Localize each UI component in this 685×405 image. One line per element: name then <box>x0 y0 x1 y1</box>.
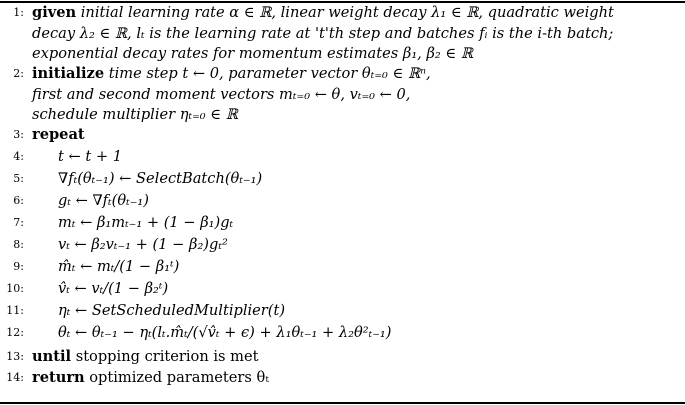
algo-line-12 <box>0 323 685 347</box>
algo-line-1-cont-a <box>0 24 685 44</box>
initialize-text-cont: schedule multiplier ηₜ₌₀ ∈ ℝ <box>32 106 238 123</box>
statement-gradient: gₜ ← ∇fₜ(θₜ₋₁) <box>58 192 149 209</box>
statement-schedule-multiplier: ηₜ ← SetScheduledMultiplier(t) <box>58 302 286 319</box>
algo-line-13 <box>0 347 685 368</box>
initialize-text: time step t ← 0, parameter vector θₜ₌₀ ∈ ℝⁿ, <box>104 65 431 82</box>
algo-line-2 <box>0 64 685 85</box>
line-number: 5: <box>13 172 24 185</box>
algo-line-11 <box>0 301 685 323</box>
algo-line-3 <box>0 125 685 147</box>
line-number: 8: <box>13 238 24 251</box>
line-number: 14: <box>6 371 24 384</box>
algo-line-2-cont-a <box>0 85 685 105</box>
keyword-given: given <box>32 4 77 21</box>
line-number: 12: <box>6 326 24 339</box>
line-number: 6: <box>13 194 24 207</box>
line-number: 11: <box>6 304 24 317</box>
statement-bias-correct-m: m̂ₜ ← mₜ/(1 − β₁ᵗ) <box>58 258 180 275</box>
bottom-rule <box>0 402 685 404</box>
algo-line-10 <box>0 279 685 301</box>
given-text: initial learning rate α ∈ ℝ, linear weight decay λ₁ ∈ ℝ, quadratic weight <box>76 4 614 21</box>
line-number: 10: <box>6 282 24 295</box>
line-number: 13: <box>6 350 24 363</box>
statement-parameter-update: θₜ ← θₜ₋₁ − ηₜ(lₜ.m̂ₜ/(√v̂ₜ + ϵ) + λ₁θₜ₋₁ + λ₂θ²ₜ₋₁) <box>58 324 392 341</box>
algo-line-8 <box>0 235 685 257</box>
algo-line-2-cont-b <box>0 105 685 125</box>
keyword-until: until <box>32 348 72 365</box>
line-number: 3: <box>13 128 24 141</box>
until-text: stopping criterion is met <box>71 348 259 365</box>
algo-line-7 <box>0 213 685 235</box>
given-text-cont: exponential decay rates for momentum estimates β₁, β₂ ∈ ℝ <box>32 45 473 62</box>
statement-first-moment: mₜ ← β₁mₜ₋₁ + (1 − β₁)gₜ <box>58 214 234 231</box>
line-number: 2: <box>13 67 24 80</box>
line-number: 7: <box>13 216 24 229</box>
algo-line-14 <box>0 368 685 389</box>
statement-increment-t: t ← t + 1 <box>58 148 123 165</box>
algo-line-1 <box>0 3 685 24</box>
line-number: 9: <box>13 260 24 273</box>
initialize-text-cont: first and second moment vectors mₜ₌₀ ← θ, vₜ₌₀ ← 0, <box>32 86 411 103</box>
algo-line-9 <box>0 257 685 279</box>
algorithm-block <box>0 3 685 389</box>
keyword-initialize: initialize <box>32 65 105 82</box>
line-number: 4: <box>13 150 24 163</box>
line-number: 1: <box>13 6 24 19</box>
return-text: optimized parameters θₜ <box>84 369 269 386</box>
algo-line-1-cont-b <box>0 44 685 64</box>
keyword-return: return <box>32 369 85 386</box>
statement-bias-correct-v: v̂ₜ ← vₜ/(1 − β₂ᵗ) <box>58 280 169 297</box>
algo-line-5 <box>0 169 685 191</box>
statement-select-batch: ∇fₜ(θₜ₋₁) ← SelectBatch(θₜ₋₁) <box>58 170 263 187</box>
statement-second-moment: vₜ ← β₂vₜ₋₁ + (1 − β₂)gₜ² <box>58 236 228 253</box>
given-text-cont: decay λ₂ ∈ ℝ, lₜ is the learning rate at 't'th step and batches fᵢ is the i-th batch; <box>32 25 614 42</box>
algo-line-4 <box>0 147 685 169</box>
algo-line-6 <box>0 191 685 213</box>
keyword-repeat: repeat <box>32 126 85 143</box>
